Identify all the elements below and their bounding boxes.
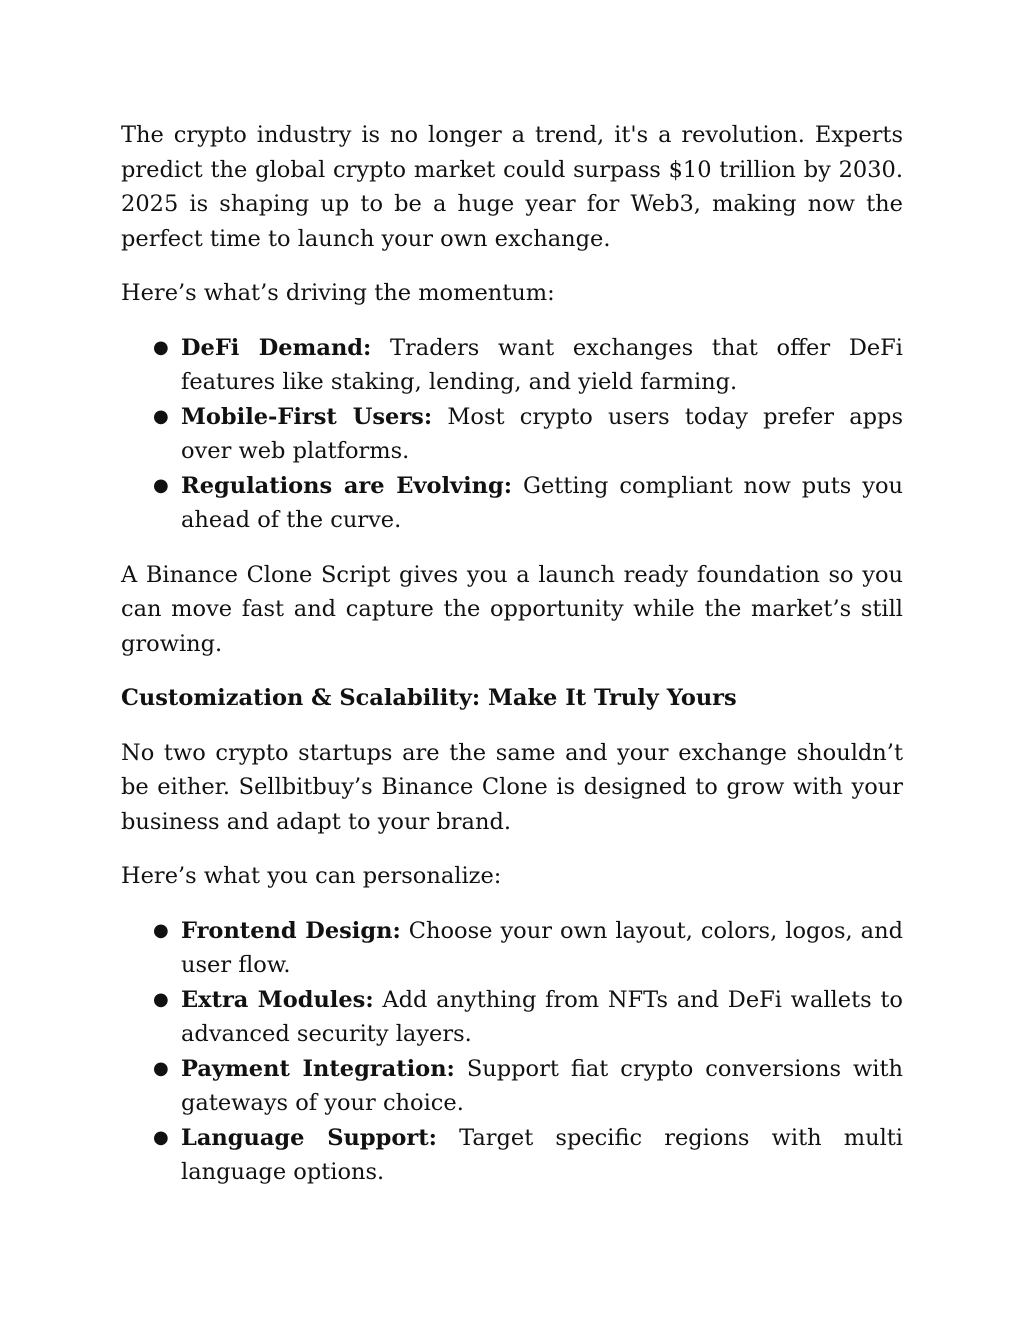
list-item-text: Getting compliant now puts you ahead of the curve. [181, 472, 903, 533]
document-page [121, 118, 903, 1210]
list-item-term: Mobile-First Users: [181, 403, 433, 430]
momentum-lead: Here’s what’s driving the momentum: [121, 280, 555, 306]
list-item-text: Support fiat crypto conversions with gateways of your choice. [181, 1055, 903, 1116]
list-item-text: Target specific regions with multi language options. [181, 1124, 903, 1185]
bullet-icon: ● [153, 988, 169, 1010]
bullet-icon: ● [153, 919, 169, 941]
momentum-list [121, 331, 903, 538]
bullet-icon: ● [153, 1057, 169, 1079]
list-item [121, 400, 903, 469]
list-item-term: Language Support: [181, 1124, 437, 1151]
binance-paragraph: A Binance Clone Script gives you a launch ready foundation so you can move fast and capture the opportunity while the market’s still growing. [121, 561, 903, 657]
list-item [121, 469, 903, 538]
list-item [121, 331, 903, 400]
bullet-icon: ● [153, 336, 169, 358]
list-item-text: Choose your own layout, colors, logos, and user flow. [181, 917, 903, 978]
list-item-term: Payment Integration: [181, 1055, 455, 1082]
list-item [121, 1052, 903, 1121]
list-item-text: Add anything from NFTs and DeFi wallets to advanced security layers. [181, 986, 903, 1047]
list-item-term: Extra Modules: [181, 986, 374, 1013]
bullet-icon: ● [153, 405, 169, 427]
personalize-list [121, 914, 903, 1190]
list-item-term: Frontend Design: [181, 917, 401, 944]
list-item-term: DeFi Demand: [181, 334, 372, 361]
list-item-text: Most crypto users today prefer apps over web platforms. [181, 403, 903, 464]
intro-paragraph: The crypto industry is no longer a trend, it's a revolution. Experts predict the global crypto market could surpass $10 trillion by 2030. 2025 is shaping up to be a huge year for Web3, making now the perfect time to launch your own exchange. [121, 122, 903, 252]
list-item-text: Traders want exchanges that offer DeFi features like staking, lending, and yield farming. [181, 334, 903, 395]
list-item-term: Regulations are Evolving: [181, 472, 513, 499]
list-item [121, 983, 903, 1052]
bullet-icon: ● [153, 1126, 169, 1148]
customization-paragraph: No two crypto startups are the same and your exchange shouldn’t be either. Sellbitbuy’s Binance Clone is designed to grow with your business and adapt to your brand. [121, 739, 903, 835]
section-heading: Customization & Scalability: Make It Truly Yours [121, 685, 737, 711]
list-item [121, 914, 903, 983]
personalize-lead: Here’s what you can personalize: [121, 863, 502, 889]
bullet-icon: ● [153, 474, 169, 496]
list-item [121, 1121, 903, 1190]
